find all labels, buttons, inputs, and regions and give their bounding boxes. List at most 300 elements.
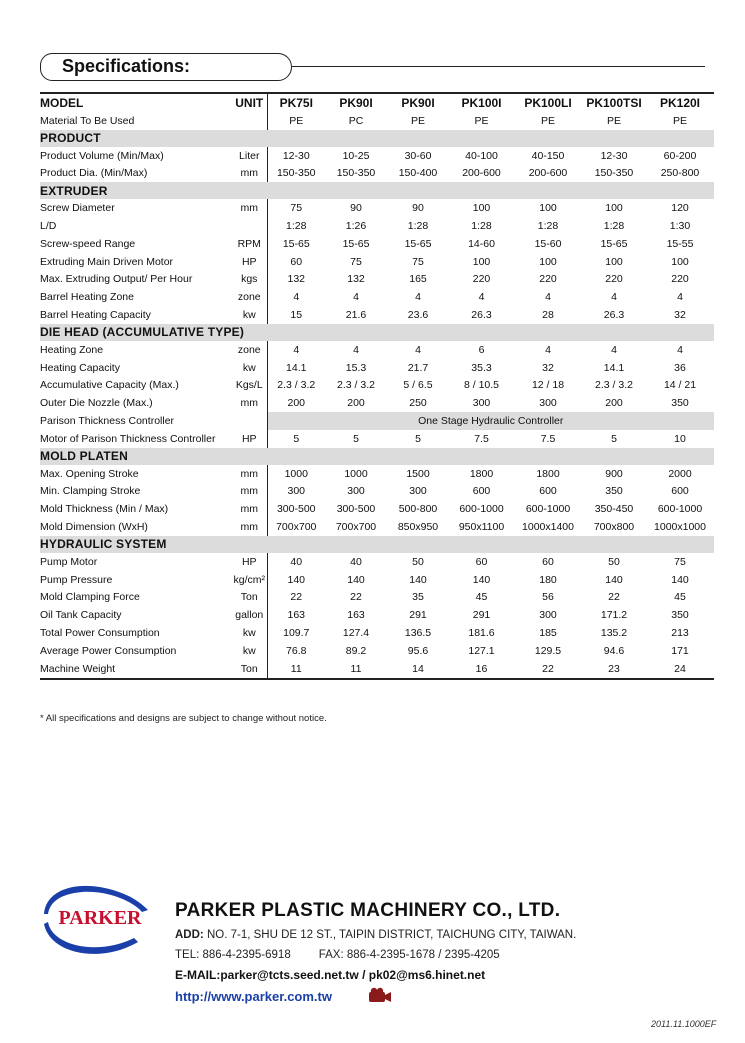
cell-value: 300-500: [276, 503, 316, 516]
cell-value: 12 / 18: [531, 379, 565, 392]
cell-value: 2.3 / 3.2: [277, 379, 316, 392]
row-label: L/D: [40, 220, 57, 233]
row-unit: kw: [232, 624, 267, 642]
cell-value: 200-600: [462, 167, 501, 180]
cell-value: 5 / 6.5: [403, 379, 433, 392]
cell-value: 16: [449, 660, 514, 679]
section-title: HYDRAULIC SYSTEM: [40, 536, 267, 553]
cell-value: 30-60: [404, 149, 432, 162]
cell-value: PE: [474, 114, 489, 127]
row-unit: [232, 217, 267, 235]
section-header: [40, 324, 714, 341]
cell-value: 12-30: [600, 149, 628, 162]
model-name: PK100I: [449, 93, 514, 112]
cell-value: 35.3: [471, 361, 492, 374]
cell-value: 140: [472, 573, 491, 586]
cell-value: 1800: [469, 467, 494, 480]
row-unit: RPM: [232, 235, 267, 253]
cell-value: 76.8: [286, 644, 307, 657]
section-header: [40, 130, 714, 147]
cell-value: 90: [350, 202, 362, 215]
cell-value: 5: [293, 432, 300, 445]
cell-value: 15-65: [600, 237, 628, 250]
cell-value: 75: [412, 255, 424, 268]
cell-value: 1:28: [407, 220, 429, 233]
cell-value: 23.6: [407, 309, 429, 322]
cell-value: 56: [542, 591, 554, 604]
section-header: [40, 182, 714, 199]
cell-value: 40: [350, 555, 362, 568]
model-name: PK100LI: [514, 93, 582, 112]
cell-value: PE: [410, 114, 425, 127]
cell-value: 15-65: [342, 237, 370, 250]
document-code: 2011.11.1000EF: [651, 1019, 717, 1029]
row-unit: mm: [232, 483, 267, 501]
cell-value: 300: [539, 397, 557, 410]
cell-value: 300: [539, 609, 557, 622]
table-header-row: [40, 93, 714, 112]
cell-value: 300: [472, 397, 491, 410]
cell-value: 4: [353, 291, 359, 304]
email-line: E-MAIL:parker@tcts.seed.net.tw / pk02@ms6.hinet.net: [175, 968, 486, 982]
cell-value: 220: [671, 273, 689, 286]
mold-platen-section: [40, 448, 714, 536]
table-row: [40, 660, 714, 679]
cell-value: 15-55: [666, 237, 694, 250]
row-label: Screw Diameter: [40, 202, 115, 215]
cell-value: 150-400: [398, 167, 438, 180]
cell-value: 300: [409, 485, 427, 498]
cell-value: 350: [671, 609, 689, 622]
row-unit: mm: [232, 518, 267, 536]
row-label: Extruding Main Driven Motor: [40, 255, 174, 268]
cell-value: 600-1000: [525, 503, 571, 516]
cell-value: 150-350: [336, 167, 376, 180]
die-head-section: [40, 324, 714, 412]
product-section: [40, 130, 714, 183]
cell-value: 220: [605, 273, 623, 286]
cell-value: 15-65: [282, 237, 310, 250]
cell-value: 4: [545, 291, 551, 304]
row-unit: Kgs/L: [232, 377, 267, 395]
cell-value: 1:28: [537, 220, 559, 233]
row-unit: Liter: [232, 147, 267, 165]
cell-value: 140: [671, 573, 689, 586]
cell-value: 4: [293, 291, 300, 304]
section-header-fill: [267, 536, 714, 553]
row-unit: kw: [232, 359, 267, 377]
row-label: Min. Clamping Stroke: [40, 485, 141, 498]
cell-value: 5: [611, 432, 617, 445]
cell-value: 100: [472, 255, 491, 268]
cell-value: 40: [290, 555, 303, 568]
cell-value: 95.6: [407, 644, 429, 657]
section-header-fill: [267, 448, 714, 465]
cell-value: 600-1000: [657, 503, 703, 516]
table-row: [40, 341, 714, 359]
cell-value: 14 / 21: [663, 379, 697, 392]
cell-value: 8 / 10.5: [463, 379, 500, 392]
table-row: [40, 518, 714, 536]
row-label: Parison Thickness Controller: [40, 415, 175, 428]
row-label: Average Power Consumption: [40, 644, 177, 657]
cell-value: 140: [605, 573, 623, 586]
cell-value: 7.5: [474, 432, 489, 445]
cell-value: 22: [290, 591, 303, 604]
cell-value: 700x800: [593, 521, 635, 534]
cell-value: 15-65: [404, 237, 432, 250]
cell-value: 291: [472, 609, 491, 622]
cell-value: PE: [672, 114, 687, 127]
cell-value: 15.3: [345, 361, 367, 374]
cell-value: 132: [347, 273, 365, 286]
cell-value: 150-350: [276, 167, 316, 180]
row-unit: [232, 112, 267, 130]
cell-value: 4: [353, 343, 359, 356]
table-row: [40, 359, 714, 377]
cell-value: 600: [539, 485, 557, 498]
cell-value: 75: [674, 555, 686, 568]
cell-value: 7.5: [540, 432, 556, 445]
row-unit: Ton: [232, 660, 267, 679]
cell-value: 171.2: [600, 609, 628, 622]
cell-value: 6: [478, 343, 485, 356]
cell-value: 291: [409, 609, 427, 622]
cell-value: 75: [350, 255, 362, 268]
cell-value: 350: [605, 485, 623, 498]
cell-value: 200: [287, 397, 306, 410]
cell-value: 1:30: [669, 220, 691, 233]
cell-value: 40-150: [531, 149, 565, 162]
table-row: [40, 553, 714, 571]
cell-value: 4: [611, 291, 617, 304]
table-row: [40, 147, 714, 165]
cell-value: 700x700: [276, 521, 317, 534]
table-row: [40, 199, 714, 217]
model-name: PK120I: [646, 93, 714, 112]
row-label: Heating Zone: [40, 343, 104, 356]
cell-value: 2.3 / 3.2: [337, 379, 375, 392]
cell-value: 250: [409, 397, 427, 410]
section-header-fill: [267, 130, 714, 147]
cell-value: 50: [608, 555, 620, 568]
address-text: NO. 7-1, SHU DE 12 ST., TAIPIN DISTRICT, TAICHUNG CITY, TAIWAN.: [206, 929, 577, 941]
cell-value: 150-350: [594, 167, 634, 180]
row-unit: kw: [232, 306, 267, 324]
row-label: Mold Thickness (Min / Max): [40, 503, 169, 516]
row-label: Accumulative Capacity (Max.): [40, 379, 179, 392]
cell-value: 94.6: [603, 644, 625, 657]
table-row: [40, 394, 714, 412]
row-unit: kgs: [232, 271, 267, 289]
table-row: [40, 377, 714, 395]
cell-value: 1500: [406, 467, 430, 480]
row-label: Max. Opening Stroke: [40, 467, 139, 480]
row-unit: HP: [232, 430, 267, 448]
company-name: PARKER PLASTIC MACHINERY CO., LTD.: [175, 900, 561, 921]
row-label: Product Volume (Min/Max): [40, 149, 164, 162]
cell-value: 100: [539, 255, 557, 268]
cell-value: 14.1: [286, 361, 307, 374]
cell-value: 32: [674, 309, 686, 322]
cell-value: PC: [348, 114, 364, 127]
cell-value: 132: [287, 273, 306, 286]
table-row: [40, 624, 714, 642]
cell-value: PE: [289, 114, 304, 127]
cell-value: 40-100: [465, 149, 498, 162]
section-title: MOLD PLATEN: [40, 448, 267, 465]
cell-value: 140: [347, 573, 365, 586]
table-row: [40, 253, 714, 271]
row-unit: mm: [232, 465, 267, 483]
row-unit: kw: [232, 642, 267, 660]
cell-value: 300-500: [336, 503, 376, 516]
cell-value: 15-60: [534, 237, 562, 250]
cell-value: 10-25: [342, 149, 370, 162]
cell-value: 180: [539, 573, 557, 586]
row-unit: mm: [232, 199, 267, 217]
cell-value: 600: [671, 485, 689, 498]
cell-value: 127.4: [342, 627, 370, 640]
cell-value: 1:28: [471, 220, 492, 233]
extruder-section: [40, 182, 714, 324]
parison-controller-value: One Stage Hydraulic Controller: [267, 412, 714, 430]
row-label: Screw-speed Range: [40, 237, 136, 250]
row-unit: mm: [232, 165, 267, 183]
row-label: Outer Die Nozzle (Max.): [40, 397, 153, 410]
logo-text: PARKER: [58, 907, 142, 929]
table-row: [40, 589, 714, 607]
row-label: Pump Pressure: [40, 573, 113, 586]
row-label: Mold Dimension (WxH): [40, 521, 148, 534]
header-model-label: MODEL: [40, 93, 232, 112]
cell-value: 50: [412, 555, 424, 568]
fax: FAX: 886-4-2395-1678 / 2395-4205: [318, 949, 500, 961]
cell-value: 2000: [668, 467, 692, 480]
table-row: [40, 430, 714, 448]
cell-value: 163: [287, 609, 306, 622]
table-row: [40, 571, 714, 589]
row-unit: zone: [232, 288, 267, 306]
cell-value: 5: [353, 432, 359, 445]
row-label: Pump Motor: [40, 555, 98, 568]
section-header-fill: [267, 324, 714, 341]
cell-value: 220: [472, 273, 491, 286]
cell-value: 100: [472, 202, 491, 215]
cell-value: 60: [475, 555, 488, 568]
table-row: [40, 642, 714, 660]
header-unit-label: UNIT: [232, 93, 267, 112]
cell-value: 21.6: [345, 309, 367, 322]
cell-value: 26.3: [471, 309, 492, 322]
cell-value: 32: [542, 361, 554, 374]
cell-value: 200-600: [528, 167, 568, 180]
cell-value: 950x1100: [458, 521, 505, 534]
table-row: [40, 306, 714, 324]
parker-logo: [38, 872, 158, 962]
cell-value: 350: [671, 397, 689, 410]
cell-value: 1:28: [286, 220, 307, 233]
cell-value: 4: [545, 343, 551, 356]
specifications-table: [40, 92, 714, 680]
table-row: [40, 483, 714, 501]
cell-value: 1:28: [603, 220, 625, 233]
cell-value: 140: [409, 573, 427, 586]
row-unit: Ton: [232, 589, 267, 607]
table-row: [40, 271, 714, 289]
cell-value: 4: [677, 343, 683, 356]
hydraulic-section: [40, 536, 714, 679]
cell-value: PE: [540, 114, 555, 127]
cell-value: 850x950: [397, 521, 439, 534]
page-title: Specifications:: [62, 56, 191, 76]
table-row: [40, 500, 714, 518]
row-label: Material To Be Used: [40, 114, 135, 127]
title-rule: [292, 66, 705, 67]
cell-value: 100: [539, 202, 557, 215]
table-row: [40, 412, 714, 430]
video-camera-icon: [368, 987, 392, 1003]
cell-value: 135.2: [600, 627, 628, 640]
cell-value: 21.7: [407, 361, 429, 374]
cell-value: 60: [290, 255, 303, 268]
row-unit: mm: [232, 500, 267, 518]
cell-value: 90: [412, 202, 424, 215]
cell-value: 26.3: [603, 309, 625, 322]
cell-value: 1800: [536, 467, 560, 480]
cell-value: 4: [677, 291, 683, 304]
cell-value: 10: [674, 432, 686, 445]
model-name: PK90I: [325, 93, 387, 112]
cell-value: 200: [605, 397, 623, 410]
cell-value: 2.3 / 3.2: [595, 379, 633, 392]
model-name: PK75I: [267, 93, 325, 112]
cell-value: 28: [542, 309, 554, 322]
table-row: [40, 606, 714, 624]
die-head-extra-rows: [40, 412, 714, 448]
cell-value: 4: [415, 291, 421, 304]
row-unit: [232, 412, 267, 430]
company-address: [175, 929, 576, 941]
table-row: [40, 465, 714, 483]
cell-value: 5: [415, 432, 421, 445]
cell-value: 1:26: [345, 220, 367, 233]
table-row: [40, 288, 714, 306]
section-title: PRODUCT: [40, 130, 267, 147]
cell-value: 350-450: [594, 503, 634, 516]
cell-value: 4: [293, 343, 300, 356]
telephone: TEL: 886-4-2395-6918: [175, 949, 291, 961]
table-row: [40, 165, 714, 183]
cell-value: 100: [605, 202, 623, 215]
row-unit: HP: [232, 553, 267, 571]
cell-value: 14: [387, 660, 449, 679]
cell-value: 140: [287, 573, 306, 586]
cell-value: 165: [409, 273, 427, 286]
cell-value: 900: [605, 467, 623, 480]
cell-value: 181.6: [468, 627, 495, 640]
row-label: Max. Extruding Output/ Per Hour: [40, 273, 193, 286]
cell-value: 250-800: [660, 167, 700, 180]
cell-value: 171: [671, 644, 689, 657]
cell-value: 300: [287, 485, 306, 498]
website-link[interactable]: http://www.parker.com.tw: [175, 989, 332, 1004]
cell-value: 700x700: [335, 521, 377, 534]
cell-value: 14-60: [468, 237, 495, 250]
row-label: Heating Capacity: [40, 361, 120, 374]
section-title: DIE HEAD (ACCUMULATIVE TYPE): [40, 324, 267, 341]
cell-value: 24: [646, 660, 714, 679]
row-unit: zone: [232, 341, 267, 359]
row-label: Mold Clamping Force: [40, 591, 140, 604]
table-row: [40, 235, 714, 253]
row-unit: gallon: [232, 606, 267, 624]
row-label: Motor of Parison Thickness Controller: [40, 432, 216, 445]
cell-value: 15: [290, 309, 303, 322]
cell-value: 1000: [284, 467, 308, 480]
cell-value: 200: [347, 397, 365, 410]
cell-value: 600-1000: [459, 503, 504, 516]
cell-value: 600: [472, 485, 491, 498]
table-row: [40, 112, 714, 130]
cell-value: 22: [514, 660, 582, 679]
cell-value: 500-800: [398, 503, 438, 516]
cell-value: 163: [347, 609, 365, 622]
row-label: Barrel Heating Zone: [40, 291, 134, 304]
cell-value: 100: [671, 255, 689, 268]
cell-value: 75: [290, 202, 303, 215]
cell-value: 129.5: [534, 644, 562, 657]
cell-value: 1000x1400: [522, 521, 574, 534]
row-label: Machine Weight: [40, 660, 232, 679]
cell-value: 127.1: [468, 644, 495, 657]
phone-fax-line: [175, 949, 500, 961]
footnote: * All specifications and designs are subject to change without notice.: [40, 713, 327, 724]
cell-value: 4: [415, 343, 421, 356]
section-title: EXTRUDER: [40, 182, 267, 199]
cell-value: 4: [611, 343, 617, 356]
row-unit: kg/cm²: [232, 571, 267, 589]
address-label: ADD:: [175, 929, 204, 941]
cell-value: 136.5: [404, 627, 432, 640]
row-label: Total Power Consumption: [40, 627, 160, 640]
cell-value: 22: [608, 591, 620, 604]
cell-value: 11: [267, 660, 325, 679]
cell-value: 300: [347, 485, 365, 498]
cell-value: 89.2: [345, 644, 367, 657]
cell-value: 213: [671, 627, 689, 640]
row-unit: HP: [232, 253, 267, 271]
cell-value: 185: [539, 627, 557, 640]
cell-value: 60: [542, 555, 554, 568]
cell-value: PE: [606, 114, 621, 127]
specifications-title-bar: [40, 53, 705, 83]
cell-value: 36: [674, 361, 686, 374]
cell-value: 45: [674, 591, 686, 604]
section-header: [40, 448, 714, 465]
model-name: PK90I: [387, 93, 449, 112]
cell-value: 22: [350, 591, 362, 604]
cell-value: 60-200: [663, 149, 697, 162]
row-unit: mm: [232, 394, 267, 412]
cell-value: 1000: [344, 467, 368, 480]
cell-value: 23: [582, 660, 646, 679]
cell-value: 120: [671, 202, 689, 215]
cell-value: 220: [539, 273, 557, 286]
cell-value: 109.7: [283, 627, 310, 640]
section-header-fill: [267, 182, 714, 199]
row-label: Barrel Heating Capacity: [40, 309, 151, 322]
